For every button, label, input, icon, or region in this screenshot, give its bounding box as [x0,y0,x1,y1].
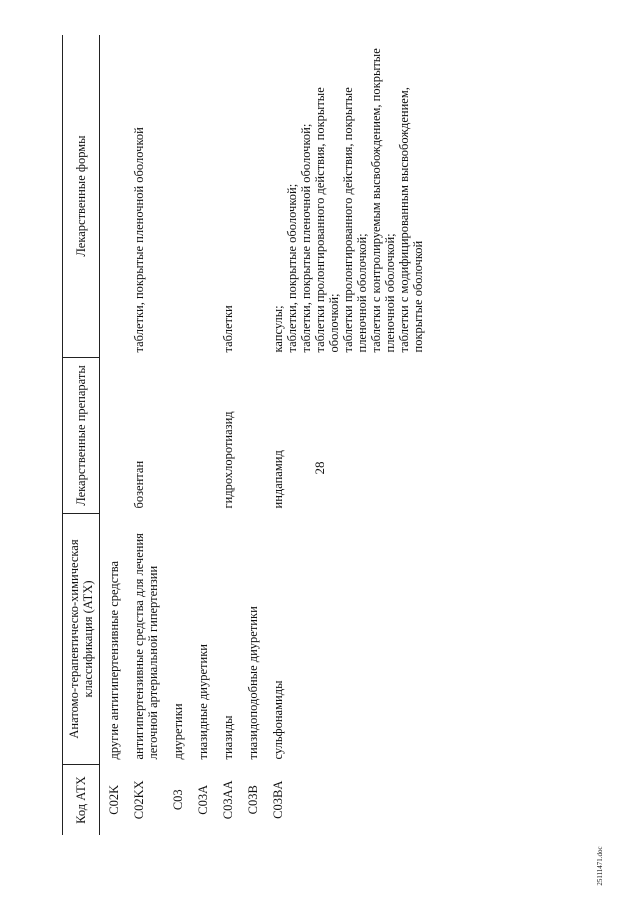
classification-cell: антигипертензивные средства для лечения легочной артериальной гипертензии [132,533,160,760]
header-classification: Анатомо-терапевтическо-химическая классификация (АТХ) [63,514,100,765]
table-row [189,35,214,835]
atx-code-cell: C03AA [221,780,235,820]
forms-cell: капсулы; таблетки, покрытые оболочкой; таблетки, покрытые пленочной оболочкой; таблетки пролонгированного действия, покрытые оболочкой; таблетки пролонгированного действия, покрытые пленочной оболочкой; таблетки с контролируемым высвобождением, покрытые пленочной оболочкой; таблетки с модифицированным высвобождением, покрытые оболочкой [271,48,425,353]
drug-cell [100,358,126,514]
atx-code-cell: C03BA [271,780,285,819]
forms-cell [189,35,214,358]
table-row [125,35,164,835]
classification-cell: тиазиды [221,715,235,760]
classification-cell: сульфонамиды [271,680,285,760]
drug-cell [189,358,214,514]
header-forms: Лекарственные формы [63,35,100,358]
table-body [100,35,430,835]
header-code: Код АТХ [63,765,100,836]
table-row [264,35,429,835]
atx-code-cell: C02KX [132,780,146,820]
atx-code-cell: C02K [107,784,121,815]
forms-cell [239,35,264,358]
header-drugs: Лекарственные препараты [63,358,100,514]
forms-cell [100,35,126,358]
drug-cell [164,358,189,514]
document-file-code: 25111471.doc [596,846,604,886]
drug-cell [239,358,264,514]
table-row [214,35,239,835]
forms-cell [164,35,189,358]
atx-code-cell: C03B [246,785,260,815]
forms-cell: таблетки, покрытые пленочной оболочкой [132,127,146,353]
forms-cell: таблетки [221,305,235,353]
drug-cell: гидрохлоротиазид [221,411,235,509]
table-header-row [63,35,100,835]
drug-cell: индапамид [271,450,285,509]
atx-table-container [62,35,582,835]
page-number: 28 [312,461,327,475]
atx-code-cell: C03A [196,784,210,815]
classification-cell: тиазидоподобные диуретики [246,606,260,760]
classification-cell: диуретики [171,703,185,760]
table-row [164,35,189,835]
classification-cell: другие антигипертензивные средства [107,560,121,760]
drug-cell: бозентан [132,460,146,509]
atx-table [62,35,429,835]
classification-cell: тиазидные диуретики [196,644,210,760]
table-row [239,35,264,835]
atx-code-cell: C03 [171,789,185,811]
table-row [100,35,126,835]
